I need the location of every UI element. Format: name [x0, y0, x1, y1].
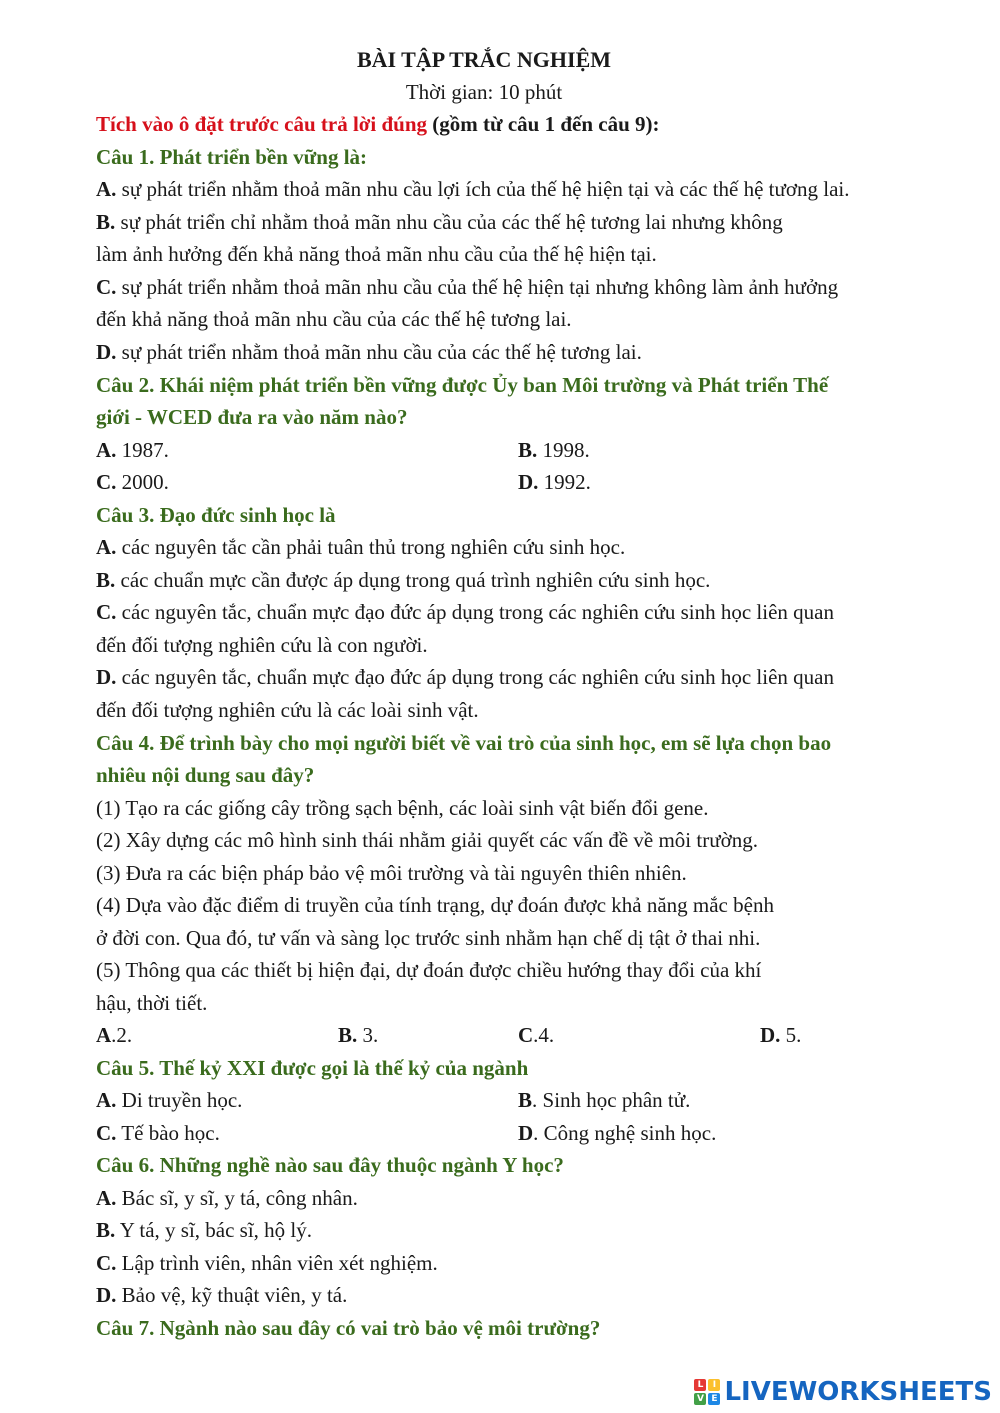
logo-letter: E	[708, 1393, 720, 1405]
option-text: sự phát triển nhằm thoả mãn nhu cầu của các thế hệ tương lai.	[116, 340, 642, 364]
q6-option-c[interactable]	[96, 1249, 438, 1277]
option-label: A.	[96, 438, 117, 462]
q4-statement-2: (2) Xây dựng các mô hình sinh thái nhằm giải quyết các vấn đề về môi trường.	[96, 828, 758, 852]
option-label: B.	[96, 210, 116, 234]
option-label: B.	[338, 1023, 358, 1047]
option-text: 1987.	[116, 438, 169, 462]
option-text: các nguyên tắc cần phải tuân thủ trong nghiên cứu sinh học.	[116, 535, 626, 559]
q4-statement-3: (3) Đưa ra các biện pháp bảo vệ môi trường và tài nguyên thiên nhiên.	[96, 861, 687, 885]
option-text: 3.	[357, 1023, 379, 1047]
liveworksheets-logo-icon	[694, 1379, 720, 1405]
option-label: A.	[96, 535, 117, 559]
question-5: Câu 5. Thế kỷ XXI được gọi là thế kỷ của ngành	[96, 1056, 529, 1080]
logo-letter: I	[708, 1379, 720, 1391]
option-label: C.	[96, 275, 117, 299]
q4-option-a[interactable]	[96, 1021, 132, 1049]
q6-option-a[interactable]	[96, 1184, 358, 1212]
option-text: 2000.	[116, 470, 169, 494]
option-text: 5.	[780, 1023, 802, 1047]
question-4: Câu 4. Để trình bày cho mọi người biết về vai trò của sinh học, em sẽ lựa chọn bao	[96, 731, 832, 755]
liveworksheets-brand: LIVEWORKSHEETS	[724, 1377, 992, 1407]
q2-option-d[interactable]	[518, 468, 591, 496]
q1-option-b-cont: làm ảnh hưởng đến khả năng thoả mãn nhu cầu của thế hệ hiện tại.	[96, 242, 657, 266]
option-text: . Công nghệ sinh học.	[533, 1121, 717, 1145]
option-label: C.	[96, 470, 117, 494]
option-text: Bảo vệ, kỹ thuật viên, y tá.	[116, 1283, 348, 1307]
q4-statement-1: (1) Tạo ra các giống cây trồng sạch bệnh, các loài sinh vật biến đổi gene.	[96, 796, 709, 820]
option-label: D.	[760, 1023, 781, 1047]
q1-option-c[interactable]	[96, 273, 838, 301]
option-text: sự phát triển nhằm thoả mãn nhu cầu lợi ích của thế hệ hiện tại và các thế hệ tương lai.	[116, 177, 850, 201]
option-text: . Sinh học phân tử.	[532, 1088, 691, 1112]
q1-option-b[interactable]	[96, 208, 783, 236]
option-label: D	[518, 1121, 534, 1145]
q3-option-d-cont: đến đối tượng nghiên cứu là các loài sinh vật.	[96, 698, 479, 722]
option-text: Lập trình viên, nhân viên xét nghiệm.	[116, 1251, 438, 1275]
option-text: 1992.	[538, 470, 591, 494]
q5-option-a[interactable]	[96, 1086, 242, 1114]
option-text: Y tá, y sĩ, bác sĩ, hộ lý.	[115, 1218, 313, 1242]
q5-option-c[interactable]	[96, 1119, 220, 1147]
q4-option-c[interactable]	[518, 1021, 554, 1049]
option-label: B.	[96, 1218, 116, 1242]
q2-option-c[interactable]	[96, 468, 169, 496]
q2-option-b[interactable]	[518, 436, 590, 464]
option-text: Bác sĩ, y sĩ, y tá, công nhân.	[116, 1186, 358, 1210]
instruction-red: Tích vào ô đặt trước câu trả lời đúng	[96, 112, 428, 136]
q4-statement-5: (5) Thông qua các thiết bị hiện đại, dự đoán được chiều hướng thay đổi của khí	[96, 958, 762, 982]
option-text: các chuẩn mực cần được áp dụng trong quá trình nghiên cứu sinh học.	[115, 568, 711, 592]
q1-option-a[interactable]	[96, 175, 849, 203]
option-text: các nguyên tắc, chuẩn mực đạo đức áp dụng trong các nghiên cứu sinh học liên quan	[116, 600, 834, 624]
question-2: Câu 2. Khái niệm phát triển bền vững được Ủy ban Môi trường và Phát triển Thế	[96, 373, 829, 397]
option-text: các nguyên tắc, chuẩn mực đạo đức áp dụng trong các nghiên cứu sinh học liên quan	[116, 665, 834, 689]
option-text: sự phát triển chỉ nhằm thoả mãn nhu cầu của các thế hệ tương lai nhưng không	[115, 210, 783, 234]
option-text: Tế bào học.	[116, 1121, 220, 1145]
q1-option-d[interactable]	[96, 338, 642, 366]
option-label: B.	[96, 568, 116, 592]
q4-option-d[interactable]	[760, 1021, 801, 1049]
q3-option-c-cont: đến đối tượng nghiên cứu là con người.	[96, 633, 428, 657]
option-label: D.	[96, 340, 117, 364]
option-label: D.	[96, 665, 117, 689]
option-text: .4.	[533, 1023, 555, 1047]
option-text: sự phát triển nhằm thoả mãn nhu cầu của thế hệ hiện tại nhưng không làm ảnh hưởng	[116, 275, 839, 299]
q5-option-d[interactable]	[518, 1119, 716, 1147]
logo-letter: L	[694, 1379, 706, 1391]
option-label: D.	[96, 1283, 117, 1307]
option-label: A.	[96, 1088, 117, 1112]
option-label: C	[518, 1023, 534, 1047]
q3-option-b[interactable]	[96, 566, 710, 594]
time-limit: Thời gian: 10 phút	[405, 80, 563, 104]
option-label: C.	[96, 600, 117, 624]
q6-option-d[interactable]	[96, 1281, 347, 1309]
q4-option-b[interactable]	[338, 1021, 378, 1049]
option-text: .2.	[111, 1023, 133, 1047]
option-text: Di truyền học.	[116, 1088, 243, 1112]
instruction-black: (gồm từ câu 1 đến câu 9):	[427, 112, 660, 136]
question-6: Câu 6. Những nghề nào sau đây thuộc ngành Y học?	[96, 1153, 564, 1177]
q4-statement-4-cont: ở đời con. Qua đó, tư vấn và sàng lọc trước sinh nhằm hạn chế dị tật ở thai nhi.	[96, 926, 761, 950]
q2-option-a[interactable]	[96, 436, 169, 464]
q3-option-a[interactable]	[96, 533, 625, 561]
question-1: Câu 1. Phát triển bền vững là:	[96, 145, 368, 169]
option-label: D.	[518, 470, 539, 494]
question-4-cont: nhiêu nội dung sau đây?	[96, 763, 315, 787]
option-label: B	[518, 1088, 533, 1112]
page-title: BÀI TẬP TRẮC NGHIỆM	[356, 47, 612, 72]
liveworksheets-footer	[694, 1375, 992, 1409]
option-label: C.	[96, 1121, 117, 1145]
q4-statement-4: (4) Dựa vào đặc điểm di truyền của tính trạng, dự đoán được khả năng mắc bệnh	[96, 893, 774, 917]
q1-option-c-cont: đến khả năng thoả mãn nhu cầu của các thế hệ tương lai.	[96, 307, 572, 331]
instruction	[96, 110, 660, 138]
q3-option-d[interactable]	[96, 663, 834, 691]
question-3: Câu 3. Đạo đức sinh học là	[96, 503, 336, 527]
option-label: A.	[96, 177, 117, 201]
question-2-cont: giới - WCED đưa ra vào năm nào?	[96, 405, 408, 429]
option-label: C.	[96, 1251, 117, 1275]
q4-statement-5-cont: hậu, thời tiết.	[96, 991, 208, 1015]
q6-option-b[interactable]	[96, 1216, 312, 1244]
logo-letter: V	[694, 1393, 706, 1405]
option-label: B.	[518, 438, 538, 462]
q3-option-c[interactable]	[96, 598, 834, 626]
question-7: Câu 7. Ngành nào sau đây có vai trò bảo vệ môi trường?	[96, 1316, 601, 1340]
option-text: 1998.	[537, 438, 590, 462]
option-label: A.	[96, 1186, 117, 1210]
q5-option-b[interactable]	[518, 1086, 690, 1114]
option-label: A	[96, 1023, 112, 1047]
